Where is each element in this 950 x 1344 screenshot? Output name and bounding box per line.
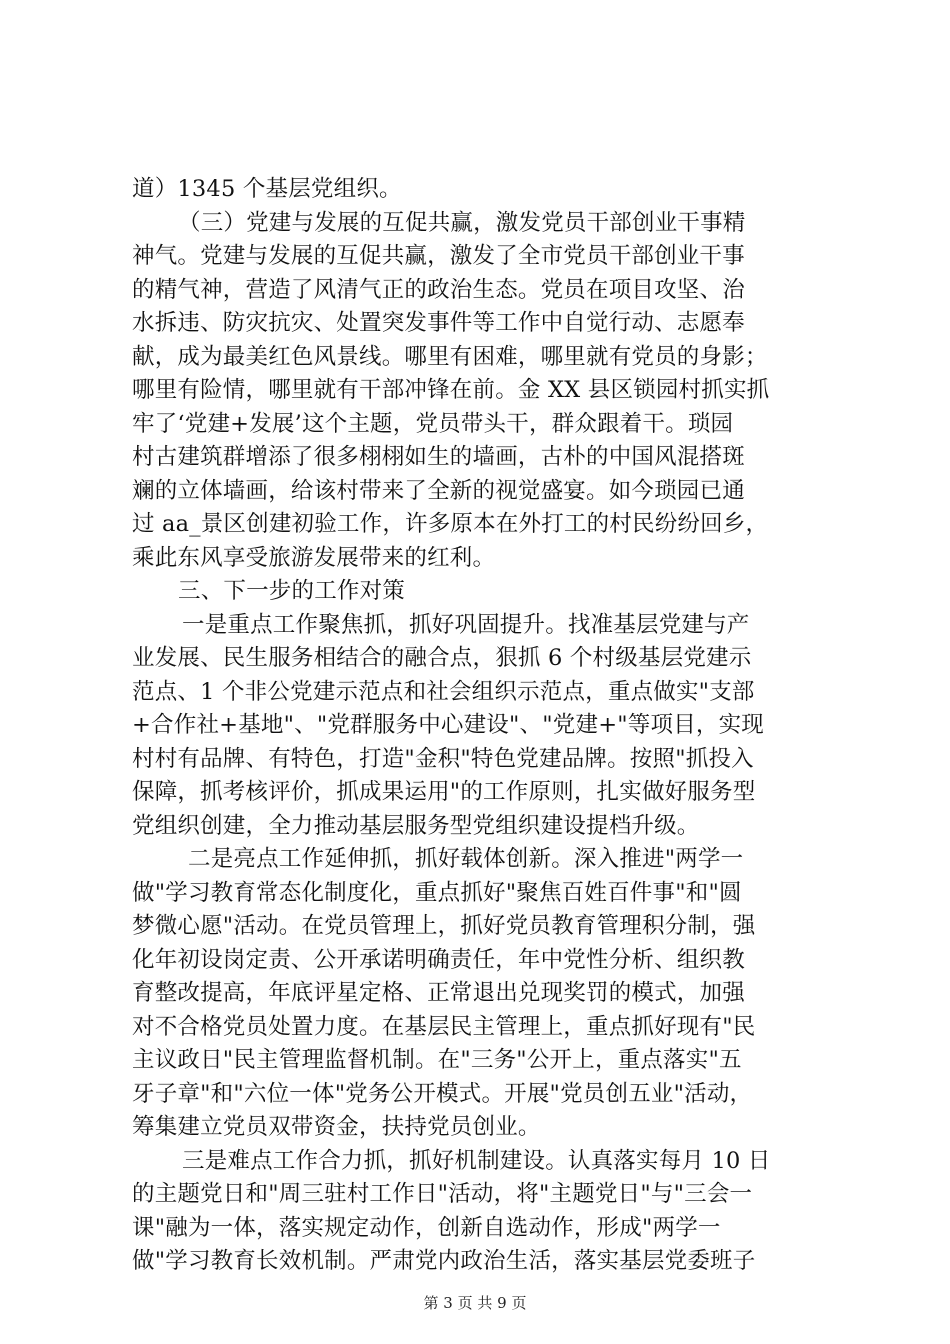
text-line: 村古建筑群增添了很多栩栩如生的墙画，古朴的中国风混搭斑: [132, 444, 745, 470]
text-line: 的精气神，营造了风清气正的政治生态。党员在项目攻坚、治: [132, 276, 745, 303]
text-line: 神气。党建与发展的互促共赢，激发了全市党员干部创业干事: [132, 243, 745, 269]
text-line: 牢了‘党建+发展’这个主题，党员带头干，群众跟着干。琐园: [132, 410, 734, 437]
text-line: 水拆违、防灾抗灾、处置突发事件等工作中自觉行动、志愿奉: [132, 310, 745, 336]
text-line: 做"学习教育长效机制。严肃党内政治生活，落实基层党委班子: [132, 1248, 756, 1274]
text-line: 课"融为一体，落实规定动作，创新自选动作，形成"两学一: [132, 1214, 721, 1241]
text-line: 做"学习教育常态化制度化，重点抓好"聚焦百姓百件事"和"圆: [132, 879, 742, 906]
text-line: 哪里有险情，哪里就有干部冲锋在前。金 XX 县区锁园村抓实抓: [132, 377, 770, 403]
section-heading-line: （三）党建与发展的互促共赢，激发党员干部创业干事精: [178, 209, 746, 236]
text-line: 化年初设岗定责、公开承诺明确责任，年中党性分析、组织教: [132, 946, 745, 973]
text-line: 牙子章"和"六位一体"党务公开模式。开展"党员创五业"活动，: [132, 1080, 753, 1107]
text-line: 村村有品牌、有特色，打造"金积"特色党建品牌。按照"抓投入: [132, 745, 754, 772]
text-line: 斓的立体墙画，给该村带来了全新的视觉盛宴。如今琐园已通: [132, 477, 745, 504]
page-number-footer: 第 3 页 共 9 页: [423, 1293, 527, 1312]
text-line: 对不合格党员处置力度。在基层民主管理上，重点抓好现有"民: [132, 1013, 756, 1040]
text-line: 范点、1 个非公党建示范点和社会组织示范点，重点做实"支部: [132, 678, 755, 705]
text-line: 保障，抓考核评价，抓成果运用"的工作原则，扎实做好服务型: [132, 779, 756, 805]
text-line: 过 aa_景区创建初验工作，许多原本在外打工的村民纷纷回乡，: [132, 511, 769, 537]
text-line: 一是重点工作聚焦抓，抓好巩固提升。找准基层党建与产: [182, 611, 750, 638]
text-line: 二是亮点工作延伸抓，抓好载体创新。深入推进"两学一: [188, 846, 744, 872]
text-line: 献，成为最美红色风景线。哪里有困难，哪里就有党员的身影；: [132, 343, 768, 370]
text-line: 党组织创建，全力推动基层服务型党组织建设提档升级。: [132, 812, 700, 839]
text-line: 乘此东风享受旅游发展带来的红利。: [132, 544, 496, 571]
text-line: 道）1345 个基层党组织。: [132, 176, 402, 202]
text-line: 梦微心愿"活动。在党员管理上，抓好党员教育管理积分制，强: [132, 913, 756, 939]
text-line: 三是难点工作合力抓，抓好机制建设。认真落实每月 10 日: [182, 1147, 771, 1174]
text-line: 的主题党日和"周三驻村工作日"活动，将"主题党日"与"三会一: [132, 1181, 753, 1207]
section-heading: 三、下一步的工作对策: [178, 578, 406, 604]
text-line: +合作社+基地"、"党群服务中心建设"、"党建+"等项目，实现: [132, 712, 765, 738]
text-line: 主议政日"民主管理监督机制。在"三务"公开上，重点落实"五: [132, 1047, 742, 1073]
text-line: 筹集建立党员双带资金，扶持党员创业。: [132, 1114, 541, 1140]
text-line: 业发展、民生服务相结合的融合点，狠抓 6 个村级基层党建示: [132, 645, 752, 671]
text-line: 育整改提高，年底评星定格、正常退出兑现奖罚的模式，加强: [132, 980, 745, 1006]
